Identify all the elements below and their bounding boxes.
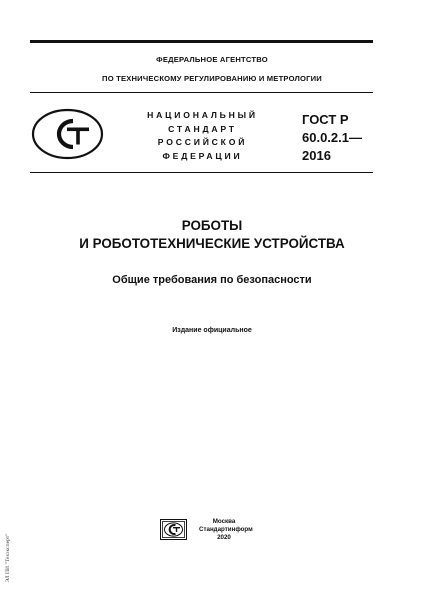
title-line-2: И РОБОТОТЕХНИЧЕСКИЕ УСТРОЙСТВА — [79, 236, 345, 251]
publisher-year: 2020 — [217, 534, 231, 541]
standartinform-logo — [160, 519, 187, 540]
publisher-info — [199, 518, 253, 542]
publisher-city: Москва — [212, 518, 236, 525]
designation-line-1: ГОСТ Р — [302, 112, 349, 127]
side-watermark — [3, 522, 13, 594]
publisher-name: Стандартинформ — [199, 526, 253, 533]
national-line-4: ФЕДЕРАЦИИ — [162, 150, 243, 161]
document-subtitle: Общие требования по безопасности — [112, 274, 312, 286]
agency-line-2: ПО ТЕХНИЧЕСКОМУ РЕГУЛИРОВАНИЮ И МЕТРОЛОГИИ — [102, 74, 322, 83]
header-rule — [30, 92, 373, 93]
title-line-1: РОБОТЫ — [181, 218, 243, 233]
official-edition-label: Издание официальное — [172, 327, 252, 334]
top-rule — [30, 40, 373, 43]
standartinform-logo-icon — [160, 519, 187, 540]
gost-r-certification-logo — [31, 108, 104, 160]
standard-designation — [302, 111, 362, 165]
document-title — [0, 217, 424, 253]
block-rule — [30, 172, 373, 173]
national-line-2: СТАНДАРТ — [168, 123, 237, 134]
designation-line-3: 2016 — [302, 148, 331, 163]
gost-r-logo-icon — [31, 108, 104, 160]
side-watermark-text: ЭЛ ПИ "Техэксперт" — [5, 533, 11, 583]
designation-line-2: 60.0.2.1— — [302, 130, 362, 145]
national-standard-label — [125, 109, 280, 163]
national-line-3: РОССИЙСКОЙ — [157, 137, 248, 147]
agency-line-1: ФЕДЕРАЛЬНОЕ АГЕНТСТВО — [156, 55, 268, 64]
national-line-1: НАЦИОНАЛЬНЫЙ — [147, 110, 258, 120]
